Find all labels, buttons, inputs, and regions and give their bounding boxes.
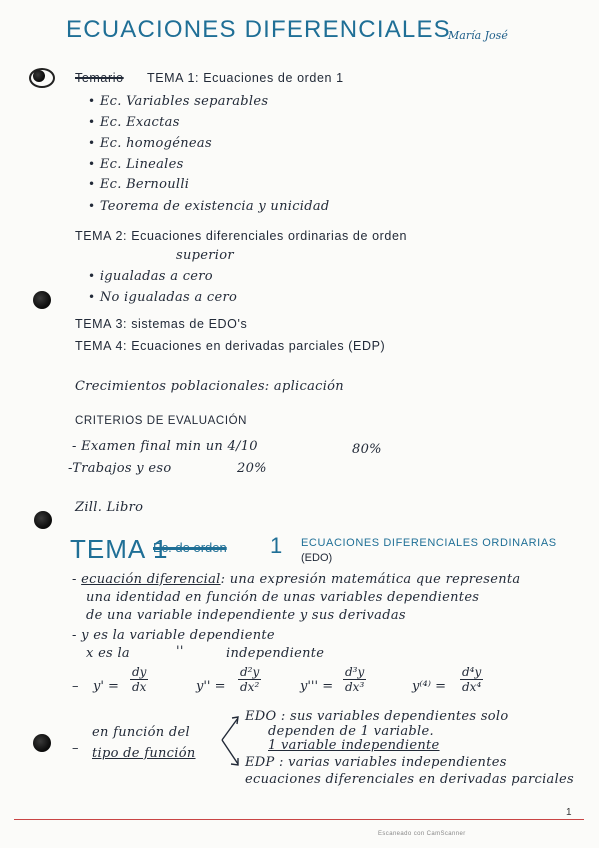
- independent-x: x es la: [86, 646, 130, 661]
- punch-hole-icon: [33, 70, 45, 82]
- tema1-heading: TEMA 1: [70, 534, 169, 564]
- deriv3-lhs: y''' =: [300, 679, 334, 694]
- tema2-title: TEMA 2: Ecuaciones diferenciales ordinarias de orden: [75, 229, 408, 243]
- brace-arrows-icon: [218, 712, 242, 770]
- footer-rule: [14, 819, 584, 820]
- edo-line3: 1 variable independiente: [268, 738, 440, 753]
- list-item: • Ec. Exactas: [88, 115, 180, 130]
- deriv4-lhs: y⁽⁴⁾ =: [412, 679, 446, 694]
- page-number: 1: [566, 807, 572, 818]
- edo-line2: dependen de 1 variable.: [268, 724, 434, 739]
- criteria-exam: - Examen final min un 4/10: [72, 439, 258, 454]
- list-item: • Ec. Lineales: [88, 157, 184, 172]
- tema2-title-cont: superior: [176, 248, 234, 263]
- list-item: • Ec. Bernoulli: [88, 177, 190, 192]
- criteria-exam-weight: 80%: [352, 442, 382, 457]
- edp-line2: ecuaciones diferenciales en derivadas parciales: [245, 772, 574, 787]
- scanner-watermark: Escaneado con CamScanner: [378, 831, 466, 837]
- tema1-title: TEMA 1: Ecuaciones de orden 1: [147, 71, 344, 85]
- criteria-work-weight: 20%: [237, 461, 267, 476]
- classification-label1: en función del: [92, 725, 190, 740]
- deriv1-fraction: $\frac{dy}{dx}$: [132, 665, 147, 694]
- list-item: • Ec. homogéneas: [88, 136, 212, 151]
- edo-abbr: (EDO): [301, 552, 333, 564]
- definition-term: ecuación diferencial: [81, 572, 221, 587]
- list-item: • No igualadas a cero: [88, 290, 238, 305]
- author-name: María José: [448, 29, 508, 42]
- list-item: • Ec. Variables separables: [88, 94, 269, 109]
- ditto-mark: '': [176, 644, 184, 659]
- punch-hole-icon: [33, 734, 51, 752]
- criteria-title: CRITERIOS DE EVALUACIÓN: [75, 415, 248, 427]
- definition-line1: - ecuación diferencial: una expresión matemática que representa: [72, 572, 521, 587]
- deriv-dash: –: [72, 679, 79, 694]
- definition-line3: de una variable independiente y sus derivadas: [86, 608, 406, 623]
- tema1-struck: Ec. de orden: [153, 540, 227, 555]
- book-note: Zill. Libro: [75, 500, 144, 515]
- struck-word: Temario: [75, 71, 124, 85]
- classification-label2: tipo de función: [92, 746, 196, 761]
- edo-heading: ECUACIONES DIFERENCIALES ORDINARIAS: [301, 537, 557, 549]
- edo-line1: EDO : sus variables dependientes solo: [245, 709, 509, 724]
- punch-hole-icon: [34, 511, 52, 529]
- deriv1-lhs: y' =: [93, 679, 119, 694]
- list-item: • Teorema de existencia y unicidad: [88, 199, 330, 214]
- tema1-number: 1: [270, 533, 283, 558]
- dependent-line: - y es la variable dependiente: [72, 628, 275, 643]
- deriv2-lhs: y'' =: [196, 679, 226, 694]
- independent-word: independiente: [226, 646, 325, 661]
- criteria-work: -Trabajos y eso: [68, 461, 172, 476]
- edp-line1: EDP : varias variables independientes: [245, 755, 507, 770]
- deriv4-fraction: $\frac{\text{d⁴y}}{\text{dx⁴}}$: [462, 665, 482, 694]
- definition-line2: una identidad en función de unas variables dependientes: [86, 590, 480, 605]
- list-item: • igualadas a cero: [88, 269, 213, 284]
- tema3-title: TEMA 3: sistemas de EDO's: [75, 317, 248, 331]
- deriv2-fraction: $\frac{\text{d²y}}{\text{dx²}}$: [240, 665, 260, 694]
- deriv3-fraction: $\frac{\text{d³y}}{\text{dx³}}$: [345, 665, 365, 694]
- page-title: ECUACIONES DIFERENCIALES: [66, 16, 451, 43]
- tema4-title: TEMA 4: Ecuaciones en derivadas parciales (EDP): [75, 339, 386, 353]
- classification-dash: –: [72, 741, 79, 756]
- punch-hole-icon: [33, 291, 51, 309]
- application-note: Crecimientos poblacionales: aplicación: [75, 379, 344, 394]
